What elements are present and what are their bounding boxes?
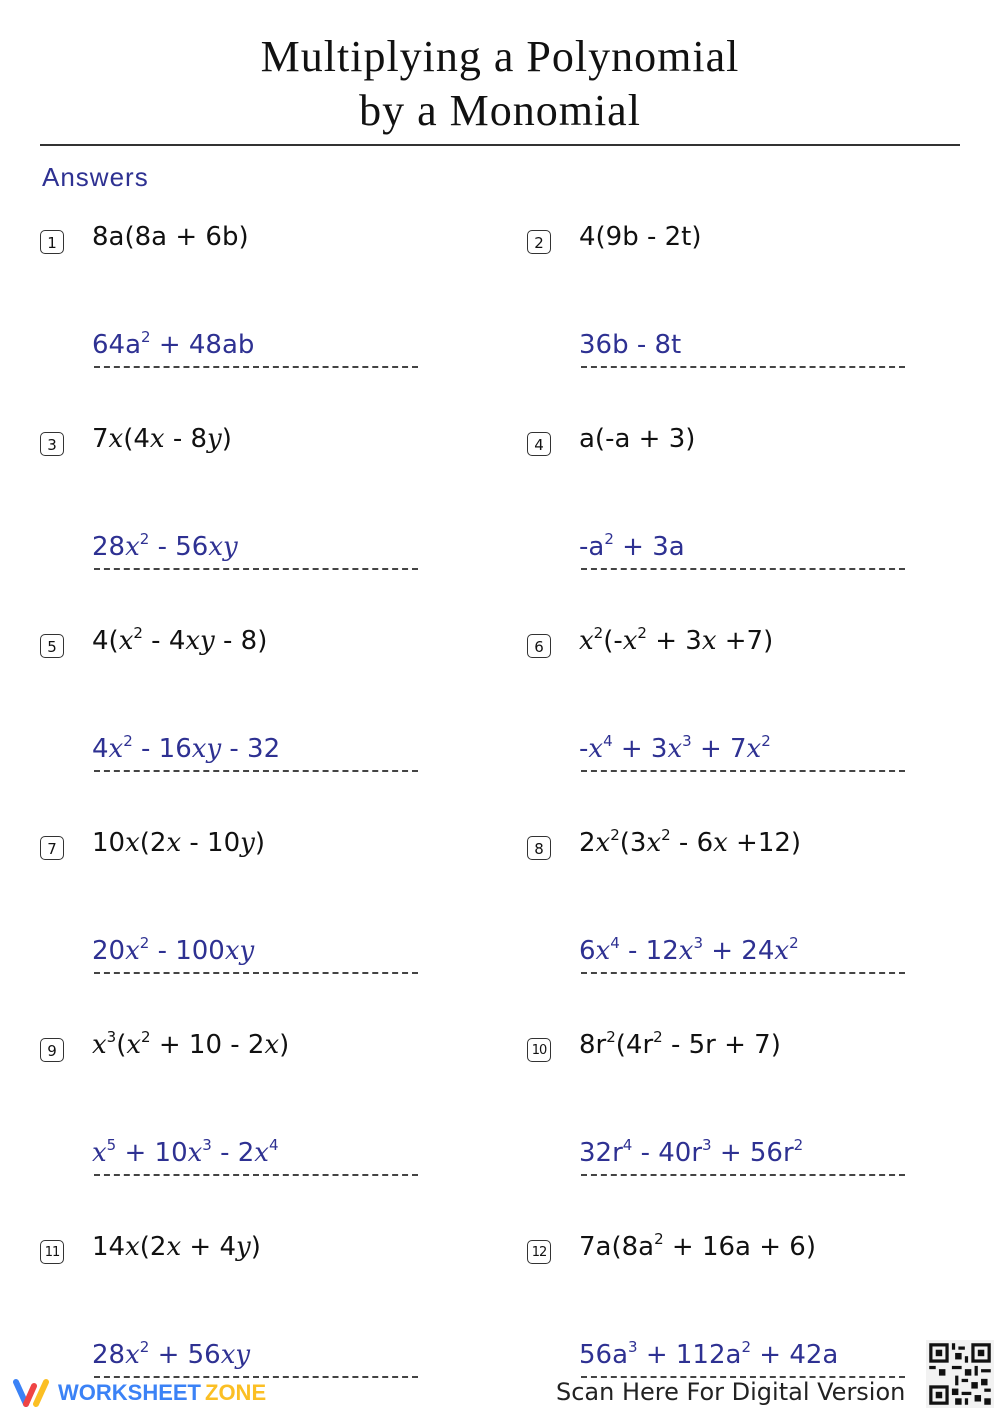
problem-answer[interactable]: $28x^2 - 56xy$ <box>92 530 238 562</box>
answer-line <box>94 972 418 974</box>
scan-instruction: Scan Here For Digital Version <box>556 1378 906 1406</box>
problem-answer[interactable]: $-x^4 + 3x^3 + 7x^2$ <box>579 732 771 764</box>
problem-item <box>527 618 947 788</box>
problem-question: $8r^2(4r^2 - 5r + 7)$ <box>579 1028 781 1060</box>
problem-question: $7a(8a^2 + 16a + 6)$ <box>579 1230 816 1262</box>
problem-number-badge: 1 <box>40 230 64 254</box>
problem-number-badge: 12 <box>527 1240 551 1264</box>
answer-line <box>581 972 905 974</box>
title-line-1: Multiplying a Polynomial <box>260 32 740 81</box>
problem-answer[interactable]: $20x^2 - 100xy$ <box>92 934 255 966</box>
answer-line <box>581 770 905 772</box>
answer-line <box>581 366 905 368</box>
problem-item <box>40 1224 460 1394</box>
problem-question: 7x(4x - 8y) <box>92 424 232 454</box>
problem-question: 10x(2x - 10y) <box>92 828 265 858</box>
problem-item <box>40 1022 460 1192</box>
problem-number-badge: 8 <box>527 836 551 860</box>
qr-code-icon[interactable] <box>926 1340 994 1408</box>
problem-number-badge: 6 <box>527 634 551 658</box>
problem-item <box>40 416 460 586</box>
title-line-2: by a Monomial <box>359 86 641 135</box>
page-title <box>0 30 1000 138</box>
problem-answer[interactable]: $32r^4 - 40r^3 + 56r^2$ <box>579 1136 804 1168</box>
brand-logo <box>10 1376 266 1410</box>
problem-answer[interactable]: $64a^2 + 48ab$ <box>92 328 255 360</box>
problem-number-badge: 9 <box>40 1038 64 1062</box>
problem-number-badge: 3 <box>40 432 64 456</box>
problem-question: 8a(8a + 6b) <box>92 222 249 252</box>
problem-question: 14x(2x + 4y) <box>92 1232 261 1262</box>
problem-item <box>40 618 460 788</box>
problem-answer[interactable]: $28x^2 + 56xy$ <box>92 1338 251 1370</box>
answers-label: Answers <box>42 162 149 192</box>
brand-name-part2: ZONE <box>205 1380 267 1405</box>
problem-answer[interactable]: $56a^3 + 112a^2 + 42a$ <box>579 1338 839 1370</box>
problem-number-badge: 11 <box>40 1240 64 1264</box>
problem-item <box>40 820 460 990</box>
problem-answer[interactable]: $x^5 + 10x^3 - 2x^4$ <box>92 1136 279 1168</box>
problem-item <box>527 1224 947 1394</box>
problem-question: a(-a + 3) <box>579 424 696 454</box>
problem-answer[interactable]: 36b - 8t <box>579 330 682 360</box>
problem-answer[interactable]: $4x^2 - 16xy - 32$ <box>92 732 281 764</box>
problem-item <box>527 820 947 990</box>
problem-item <box>527 416 947 586</box>
worksheetzone-logo-icon <box>10 1376 52 1410</box>
answer-line <box>581 1174 905 1176</box>
problem-question: $x^3(x^2 + 10 - 2x)$ <box>92 1028 290 1060</box>
problem-question: $4(x^2 - 4xy - 8)$ <box>92 624 268 656</box>
problem-question: 4(9b - 2t) <box>579 222 702 252</box>
problem-item <box>527 214 947 384</box>
answer-line <box>94 770 418 772</box>
answer-line <box>94 568 418 570</box>
brand-name-part1: WORKSHEET <box>58 1380 201 1405</box>
problem-number-badge: 5 <box>40 634 64 658</box>
problem-item <box>527 1022 947 1192</box>
problem-number-badge: 4 <box>527 432 551 456</box>
answer-line <box>581 568 905 570</box>
answer-line <box>94 366 418 368</box>
problem-number-badge: 10 <box>527 1038 551 1062</box>
problem-question: $x^2(-x^2 + 3x +7)$ <box>579 624 774 656</box>
problem-number-badge: 7 <box>40 836 64 860</box>
problem-item <box>40 214 460 384</box>
title-divider <box>40 144 960 146</box>
problem-number-badge: 2 <box>527 230 551 254</box>
problem-answer[interactable]: $-a^2 + 3a$ <box>579 530 685 562</box>
problem-answer[interactable]: $6x^4 - 12x^3 + 24x^2$ <box>579 934 799 966</box>
problem-question: $2x^2(3x^2 - 6x +12)$ <box>579 826 802 858</box>
answer-line <box>94 1174 418 1176</box>
